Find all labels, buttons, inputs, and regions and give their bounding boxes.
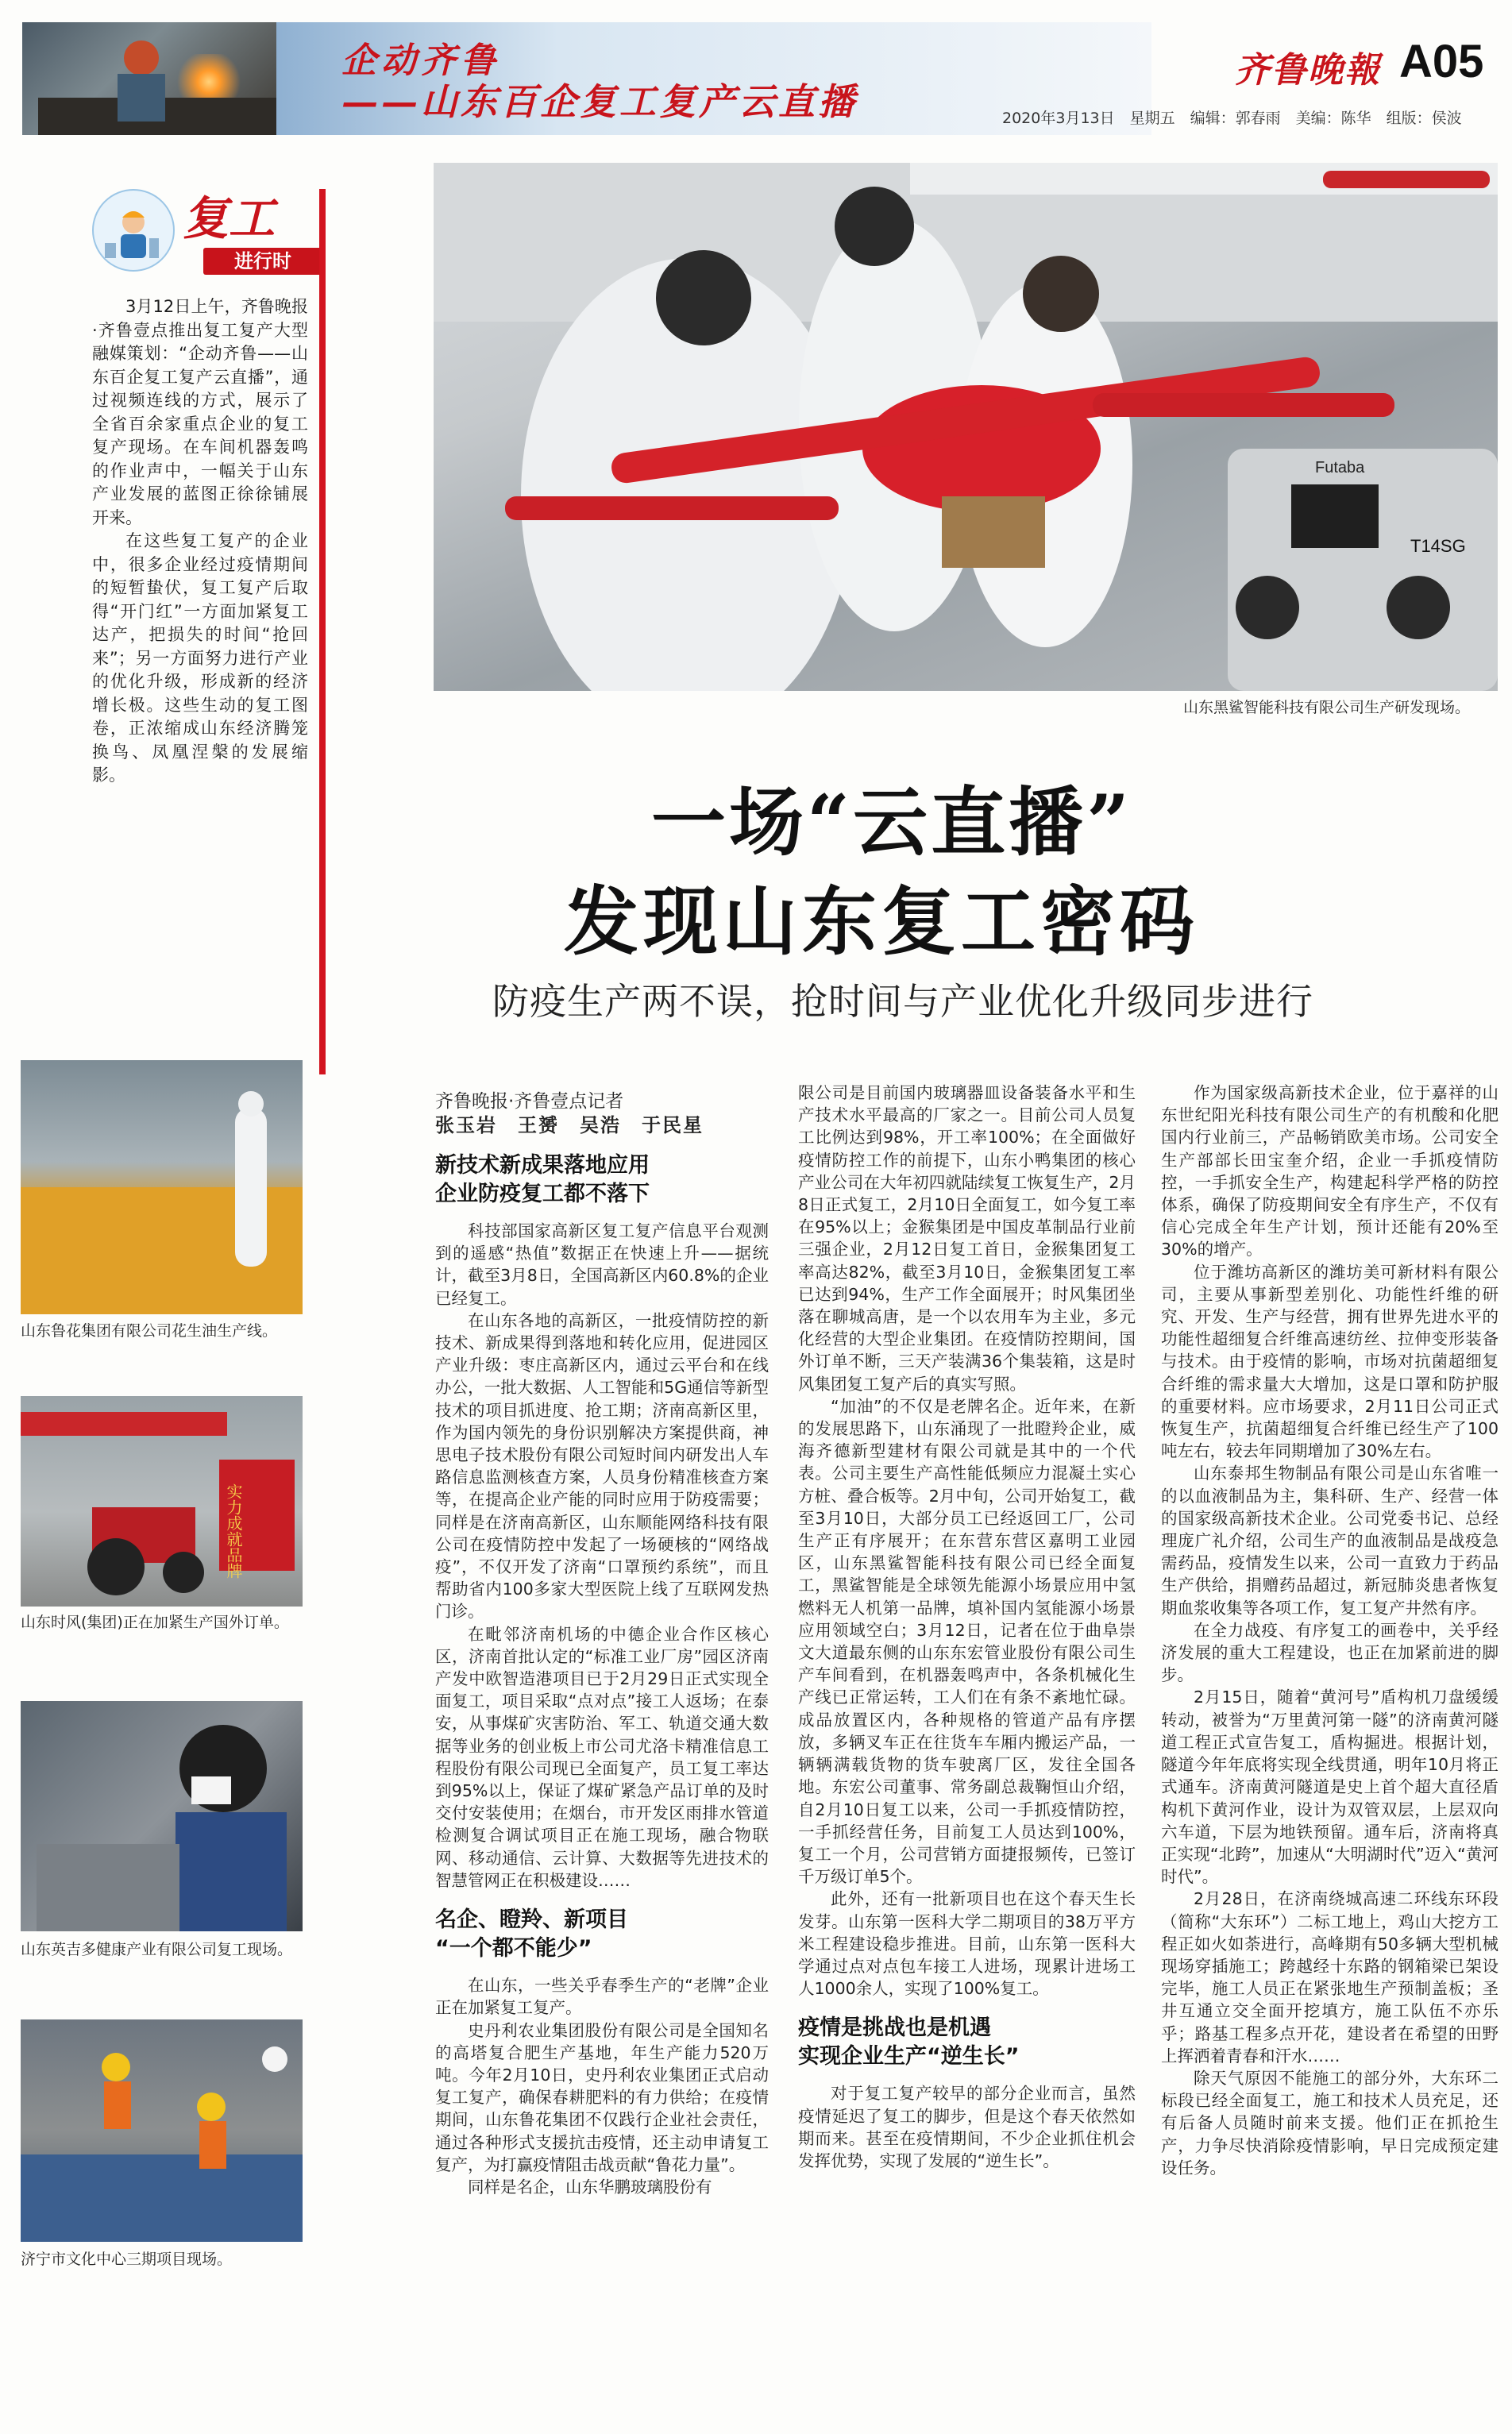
welder-figure xyxy=(22,22,276,135)
intro-paragraph: 在这些复工复产的企业中，很多企业经过疫情期间的短暂蛰伏，复工复产后取得“开门红”一方面加紧复工达产，把损失的时间“抢回来”；另一方面努力进行产业的优化升级，形成新的经济增长极。这些生动的复工图卷，正浓缩成山东经济腾笼换鸟、凤凰涅槃的发展缩影。 xyxy=(92,531,308,785)
paragraph: 限公司是目前国内玻璃器皿设备装备水平和生产技术水平最高的厂家之一。目前公司人员复工比例达到98%，开工率100%；在全面做好疫情防控工作的前提下，山东小鸭集团的核心产业公司在大年初四就陆续复工恢复生产，2月8日正式复工，2月10日全面复工，如今复工率在95%以上；金猴集团是中国皮革制品行业前三强企业，2月12日复工首日，金猴集团复工率高达82%，截至3月10日，金猴集团复工率已达到94%，生产工作全面展开；时风集团坐落在聊城高唐，是一个以农用车为主业，多元化经营的大型企业集团。在疫情防控期间，国外订单不断，三天产装满36个集装箱，这是时风集团复工复产后的真实写照。 xyxy=(798,1083,1136,1394)
main-photo-caption: 山东黑鲨智能科技有限公司生产研发现场。 xyxy=(1183,699,1471,716)
paragraph: “加油”的不仅是老牌名企。近年来，在新的发展思路下，山东涌现了一批瞪羚企业，威海齐德新型建材有限公司就是其中的一个代表。公司主要生产高性能低频应力混凝土实心方桩、叠合板等。2月中旬，公司开始复工，截至3月10日，大部分员工已经返回工厂，公司生产正有序展开；在东营东营区嘉明工业园区，山东黑鲨智能科技有限公司已经全面复工，黑鲨智能是全球领先能源小场景应用中氢燃料无人机第一品牌，填补国内氢能源小场景应用领域空白；3月12日，记者在位于曲阜崇文大道最东侧的山东东宏管业股份有限公司生产车间看到，在机器轰鸣声中，各条机械化生产线已正常运转，工人们在有条不紊地忙碌。成品放置区内，各种规格的管道产品有序摆放，多辆叉车正在往货车车厢内搬运产品，一辆辆满载货物的货车驶离厂区，发往全国各地。东宏公司董事、常务副总裁鞠恒山介绍，自2月10日复工以来，公司一手抓疫情防控，一手抓经营任务，目前复工人员达到100%，复工一个月，公司营销方面捷报频传，已签订千万级订单5个。 xyxy=(798,1396,1136,1887)
paragraph: 同样是名企，山东华鹏玻璃股份有 xyxy=(468,2177,712,2197)
subheading: 名企、瞪羚、新项目 “一个都不能少” xyxy=(435,1907,628,1961)
byline xyxy=(435,1090,769,1137)
subheading: 新技术新成果落地应用 企业防疫复工都不落下 xyxy=(435,1153,650,1206)
newspaper-masthead: 齐鲁晚報 xyxy=(1235,50,1381,91)
oil-bottle-line xyxy=(21,1060,303,1314)
page-header xyxy=(0,0,1512,139)
page-meta: 2020年3月13日 星期五 编辑：郭春雨 美编：陈华 组版：侯波 xyxy=(1002,110,1462,127)
byline-org: 齐鲁晚报·齐鲁壹点记者 xyxy=(435,1091,624,1112)
header-welder-photo xyxy=(22,22,276,135)
red-vertical-rule xyxy=(319,189,326,1074)
side-photo-caption: 山东时风(集团)正在加紧生产国外订单。 xyxy=(21,1614,289,1631)
remote-brand-label: Futaba xyxy=(1315,459,1365,476)
side-photo-caption: 济宁市文化中心三期项目现场。 xyxy=(21,2251,233,2268)
paragraph: 2月28日，在济南绕城高速二环线东环段（简称“大东环”）二标工地上，鸡山大挖方工程正如火如荼进行，高峰期有50多辆大型机械现场穿插施工；跨越经十东路的钢箱梁已架设完毕，施工人员正在紧张地生产预制盖板；圣井互通立交全面开挖填方，施工队伍不亦乐乎；路基工程多点开花，建设者在希望的田野上挥洒着青春和汗水…… xyxy=(1161,1889,1498,2066)
paragraph: 对于复工复产较早的部分企业而言，虽然疫情延迟了复工的脚步，但是这个春天依然如期而来。甚至在疫情期间，不少企业抓住机会发挥优势，实现了发展的“逆生长”。 xyxy=(798,2084,1136,2170)
paragraph: 史丹利农业集团股份有限公司是全国知名的高塔复合肥生产基地，年生产能力520万吨。今年2月10日，史丹利农业集团正式启动复工复产，确保春耕肥料的有力供给；在疫情期间，山东鲁花集团不仅践行企业社会责任，通过各种形式支援抗击疫情，还主动申请复工复产，为打赢疫情阻击战贡献“鲁花力量”。 xyxy=(435,2020,769,2174)
side-photo-caption: 山东鲁花集团有限公司花生油生产线。 xyxy=(21,1322,278,1340)
remote-model-label: T14SG xyxy=(1410,536,1466,556)
side-photo-luhua xyxy=(21,1060,303,1314)
article-column-1 xyxy=(435,1090,769,2198)
side-photo-jining xyxy=(21,2019,303,2242)
paragraph: 山东泰邦生物制品有限公司是山东省唯一的以血液制品为主，集科研、生产、经营一体的国家级高新技术企业。公司党委书记、总经理庞广礼介绍，公司生产的血液制品是战疫急需药品，疫情发生以来，公司一直致力于药品生产供给，捐赠药品超过，新冠肺炎患者恢复期血浆收集等各项工作，复工复产井然有序。 xyxy=(1161,1464,1498,1618)
side-photo-shifeng xyxy=(21,1396,303,1607)
worker-icon xyxy=(94,191,173,270)
paragraph: 位于潍坊高新区的潍坊美可新材料有限公司，主要从事新型差别化、功能性纤维的研究、开发、生产与经营，拥有世界先进水平的功能性超细复合纤维高速纺丝、拉伸变形装备与技术。由于疫情的影响，市场对抗菌超细复合纤维的需求量大大增加，这是口罩和防护服的重要材料。应市场要求，2月11日公司正式恢复生产，抗菌超细复合纤维已经生产了100吨左右，较去年同期增加了30%左右。 xyxy=(1161,1262,1498,1461)
page-number: A05 xyxy=(1399,36,1484,87)
paragraph: 科技部国家高新区复工复产信息平台观测到的遥感“热值”数据正在快速上升——据统计，截至3月8日，全国高新区内60.8%的企业已经复工。 xyxy=(435,1221,769,1308)
paragraph: 除天气原因不能施工的部分外，大东环二标段已经全面复工，施工和技术人员充足，还有后备人员随时前来支援。他们正在抓抢生产，力争尽快消除疫情影响，早日完成预定建设任务。 xyxy=(1161,2068,1498,2177)
series-title-line1: 企动齐鲁 xyxy=(341,41,500,81)
drone-lab-scene xyxy=(434,163,1498,691)
headline-line1: 一场“云直播” xyxy=(651,779,1133,866)
main-photo-drone-lab xyxy=(434,163,1498,691)
byline-names: 张玉岩 王赟 吴浩 于民星 xyxy=(435,1114,704,1136)
paragraph: 在山东各地的高新区，一批疫情防控的新技术、新成果得到落地和转化应用，促进园区产业升级：枣庄高新区内，通过云平台和在线办公，一批大数据、人工智能和5G通信等新型技术的项目抓进度、抢工期；济南高新区里，作为国内领先的身份识别解决方案提供商，神思电子技术股份有限公司短时间内研发出人车路信息监测核查方案，人员身份精准核查方案等，在提高企业产能的同时应用于防疫需要；同样是在济南高新区，山东顺能网络科技有限公司在疫情防控中发起了一场硬核的“网络战疫”，不仅开发了济南“口罩预约系统”，而且帮助省内100多家大型医院上线了互联网发热门诊。 xyxy=(435,1310,769,1622)
series-title-line2: ——山东百企复工复产云直播 xyxy=(341,80,858,123)
paragraph: 在毗邻济南机场的中德企业合作区核心区，济南首批认定的“标准工业厂房”园区济南产发中欧智造港项目已于2月29日正式实现全面复工，项目采取“点对点”接工人返场；在泰安，从事煤矿灾害防治、军工、轨道交通大数据等业务的创业板上市公司尤洛卡精准信息工程股份有限公司现已全面复产，员工复工率达到95%以上，保证了煤矿紧急产品订单的及时交付安装使用；在烟台，市开发区雨排水管道检测复合调试项目正在施工现场，融合物联网、移动通信、云计算、大数据等先进技术的智慧管网正在积极建设…… xyxy=(435,1624,769,1890)
fugong-title: 复工 xyxy=(183,191,276,245)
worker-illustration-icon xyxy=(92,189,175,272)
worker-at-machine xyxy=(21,1701,303,1931)
fugong-badge xyxy=(87,181,334,284)
paragraph: 在山东，一些关乎春季生产的“老牌”企业正在加紧复工复产。 xyxy=(435,1976,769,2018)
headline-line2: 发现山东复工密码 xyxy=(564,878,1200,966)
tractor-assembly xyxy=(21,1396,303,1607)
subheading: 疫情是挑战也是机遇 实现企业生产“逆生长” xyxy=(798,2015,1020,2069)
side-photo-yingjiduo xyxy=(21,1701,303,1931)
article-column-2 xyxy=(798,1082,1136,2172)
paragraph: 此外，还有一批新项目也在这个春天生长发芽。山东第一医科大学二期项目的38万平方米工程建设稳步推进。目前，山东第一医科大学通过点对点包车接工人进场，现累计进场工人1000余人，实现了100%复工。 xyxy=(798,1889,1136,1999)
article-column-3 xyxy=(1161,1082,1498,2179)
paragraph: 作为国家级高新技术企业，位于嘉祥的山东世纪阳光科技有限公司生产的有机酸和化肥国内行业前三，产品畅销欧美市场。公司安全生产部部长田宝奎介绍，企业一手抓疫情防控，一手抓安全生产，构建起科学严格的防控体系，确保了防疫期间安全有序生产，不仅有信心完成全年生产计划，预计还能有20%至30%的增产。 xyxy=(1161,1083,1498,1259)
intro-text xyxy=(92,295,308,788)
side-photo-caption: 山东英吉多健康产业有限公司复工现场。 xyxy=(21,1941,293,1958)
headline-deck: 防疫生产两不误，抢时间与产业优化升级同步进行 xyxy=(492,980,1313,1023)
paragraph: 在全力战疫、有序复工的画卷中，关乎经济发展的重大工程建设，也正在加紧前进的脚步。 xyxy=(1161,1620,1498,1685)
paragraph: 2月15日，随着“黄河号”盾构机刀盘缓缓转动，被誉为“万里黄河第一隧”的济南黄河隧道工程正式宣告复工，盾构掘进。根据计划，隧道今年年底将实现全线贯通，明年10月将正式通车。济南黄河隧道是史上首个超大直径盾构机下黄河作业，设计为双管双层，上层双向六车道，下层为地铁预留。通车后，济南将真正实现“北跨”，加速从“大明湖时代”迈入“黄河时代”。 xyxy=(1161,1688,1498,1887)
intro-paragraph: 3月12日上午，齐鲁晚报·齐鲁壹点推出复工复产大型融媒策划：“企动齐鲁——山东百企复工复产云直播”，通过视频连线的方式，展示了全省百余家重点企业的复工复产现场。在车间机器轰鸣的作业声中，一幅关于山东产业发展的蓝图正徐徐铺展开来。 xyxy=(92,297,308,527)
factory-banner-text: 实力成就品牌 xyxy=(224,1483,243,1579)
construction-workers xyxy=(21,2019,303,2242)
fugong-tag: 进行时 xyxy=(203,248,322,275)
